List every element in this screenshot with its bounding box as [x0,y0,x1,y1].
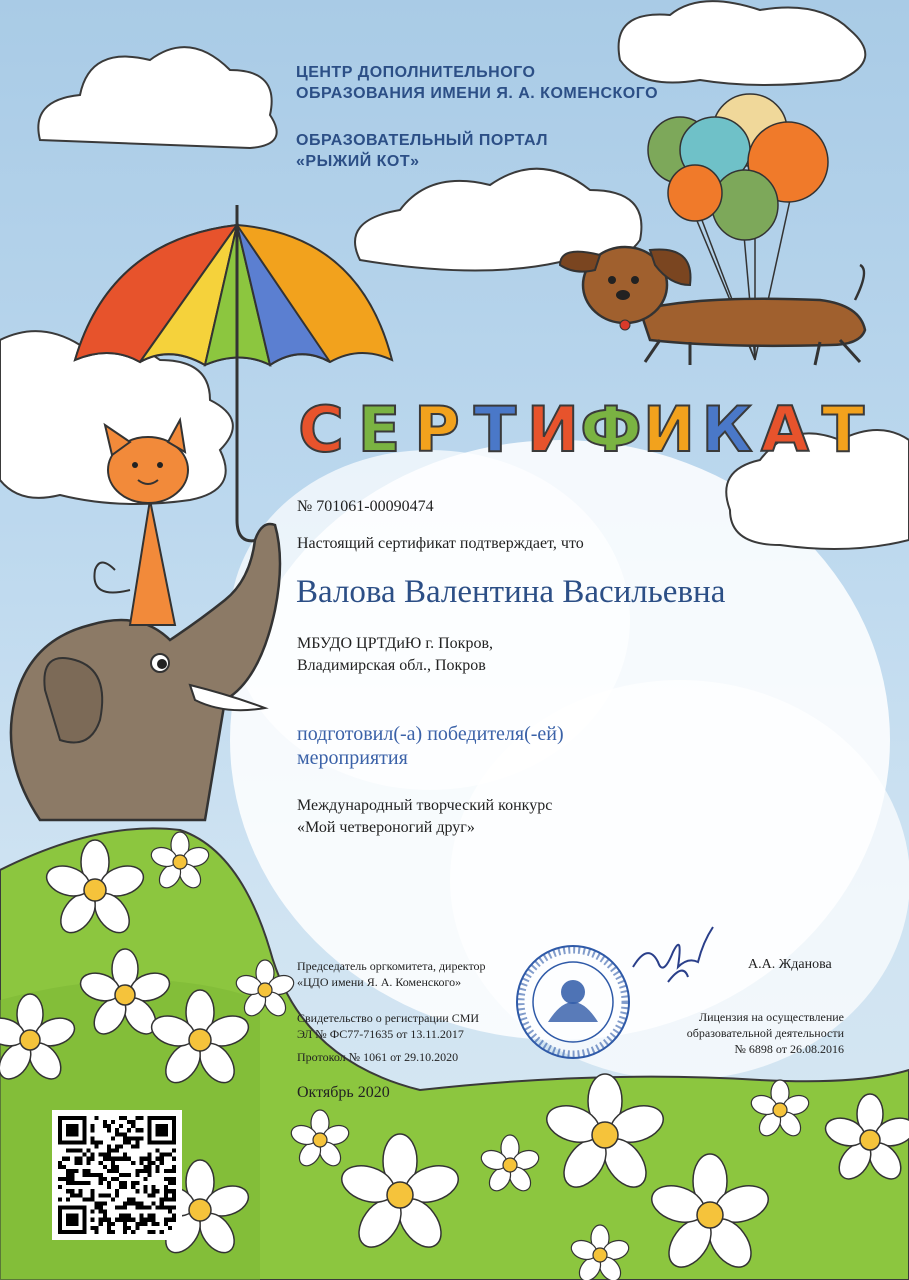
qr-code-icon [52,1110,182,1240]
role-text [297,722,564,770]
smi-line-1: Свидетельство о регистрации СМИ [297,1011,480,1025]
dog-icon [560,247,865,365]
signature-icon [628,922,718,992]
chair-line-1: Председатель оргкомитета, директор [297,959,486,973]
organization-name [296,62,658,104]
org-line-1: ЦЕНТР ДОПОЛНИТЕЛЬНОГО [296,64,536,81]
license-line-1: Лицензия на осуществление [698,1010,844,1024]
role-line-2: мероприятия [297,747,408,769]
title-letter: С [298,393,344,465]
protocol-number: Протокол № 1061 от 29.10.2020 [297,1050,459,1064]
recipient-name: Валова Валентина Васильевна [296,574,726,610]
title-letter: Т [473,393,517,465]
event-name [297,795,552,839]
title-letter: А [761,393,809,465]
seal-icon [513,942,633,1062]
title-letter: К [701,393,753,465]
confirms-text: Настоящий сертификат подтверждает, что [297,535,584,552]
title-letter: И [527,393,579,465]
event-line-2: «Мой четвероногий друг» [297,819,475,836]
certificate-number: № 701061-00090474 [297,498,434,515]
title-letter: И [643,393,695,465]
portal-line-2: «РЫЖИЙ КОТ» [296,153,420,170]
title-letter: Ф [580,393,642,465]
institution-line-2: Владимирская обл., Покров [297,657,486,674]
institution [297,633,493,677]
signer-name: А.А. Жданова [748,957,832,972]
title-letter: Р [414,393,460,465]
media-registration [297,1010,479,1042]
smi-line-2: ЭЛ № ФС77-71635 от 13.11.2017 [297,1027,464,1041]
license-line-2: образовательной деятельности [686,1026,844,1040]
certificate-title [292,385,872,465]
institution-line-1: МБУДО ЦРТДиЮ г. Покров, [297,635,494,652]
chair-line-2: «ЦДО имени Я. А. Коменского» [297,975,462,989]
issue-date: Октябрь 2020 [297,1084,390,1101]
title-letter: Е [357,393,401,465]
license-info [662,1009,844,1057]
license-line-3: № 6898 от 26.08.2016 [734,1042,844,1056]
role-line-1: подготовил(-а) победителя(-ей) [297,723,564,745]
title-letter: Т [821,393,865,465]
chair-title [297,958,486,990]
event-line-1: Международный творческий конкурс [297,797,553,814]
portal-name [296,130,548,172]
org-line-2: ОБРАЗОВАНИЯ ИМЕНИ Я. А. КОМЕНСКОГО [296,85,659,102]
portal-line-1: ОБРАЗОВАТЕЛЬНЫЙ ПОРТАЛ [296,132,549,149]
